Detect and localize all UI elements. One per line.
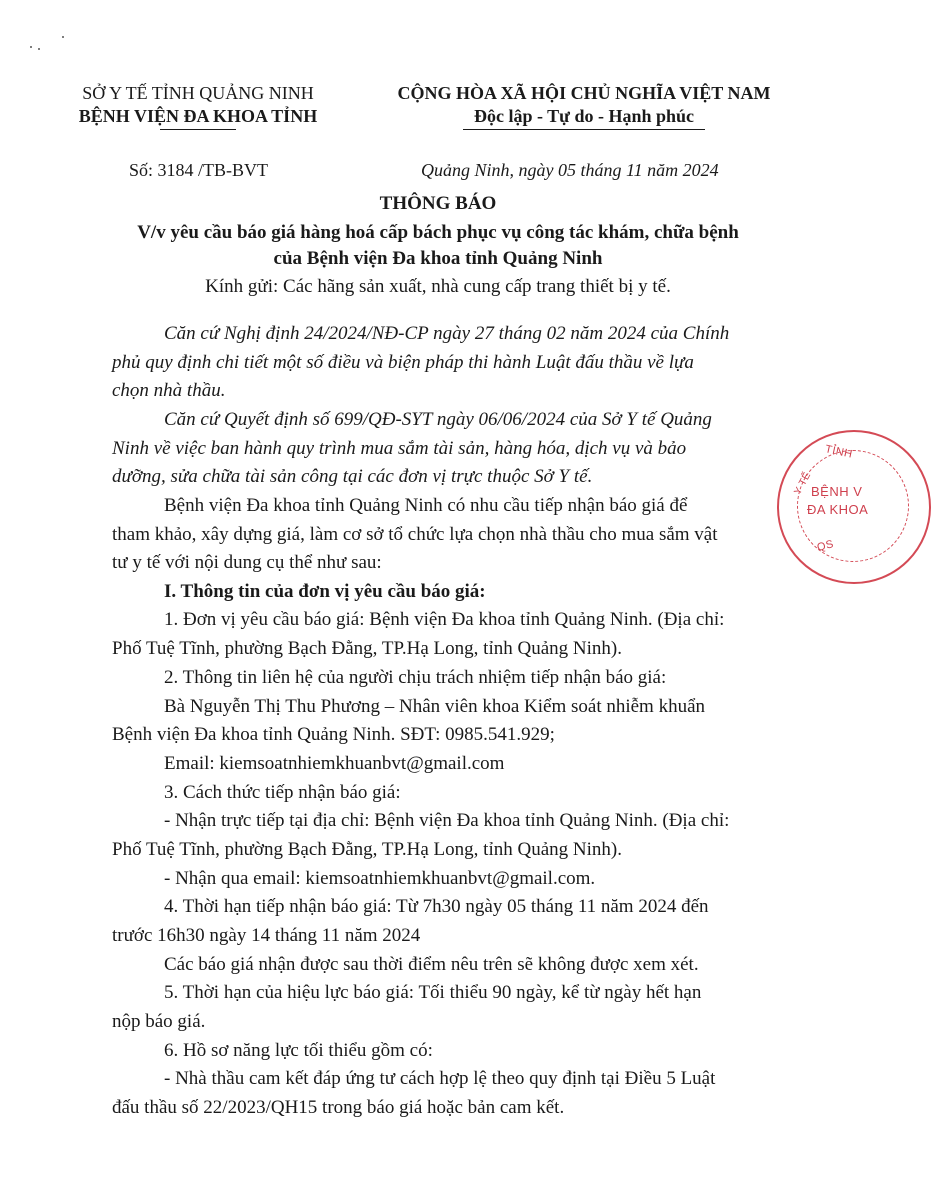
item-6-line-3: đấu thầu số 22/2023/QH15 trong báo giá hoặc bản cam kết. (112, 1097, 565, 1118)
hospital-name-underline (160, 129, 236, 130)
item-4-line-1: 4. Thời hạn tiếp nhận báo giá: Từ 7h30 ngày 05 tháng 11 năm 2024 đến (164, 896, 709, 917)
item-5-line-2: nộp báo giá. (112, 1011, 206, 1032)
legal-basis-2-line-1: Căn cứ Quyết định số 699/QĐ-SYT ngày 06/06/2024 của Sở Y tế Quảng (164, 409, 712, 430)
stamp-bottom-text: QS (815, 538, 836, 554)
legal-basis-2-line-3: dưỡng, sửa chữa tài sản công tại các đơn vị trực thuộc Sở Y tế. (112, 466, 593, 487)
item-2-line-1: 2. Thông tin liên hệ của người chịu trách nhiệm tiếp nhận báo giá: (164, 667, 667, 688)
item-3-line-4: - Nhận qua email: kiemsoatnhiemkhuanbvt@gmail.com. (164, 868, 596, 889)
item-6-line-2: - Nhà thầu cam kết đáp ứng tư cách hợp lệ theo quy định tại Điều 5 Luật (164, 1068, 716, 1089)
hospital-name: BỆNH VIỆN ĐA KHOA TỈNH (78, 106, 318, 126)
scan-speck (38, 48, 40, 50)
legal-basis-1-line-1: Căn cứ Nghị định 24/2024/NĐ-CP ngày 27 tháng 02 năm 2024 của Chính (164, 323, 730, 344)
agency-name: SỞ Y TẾ TỈNH QUẢNG NINH (82, 83, 314, 103)
subject-line-1: V/v yêu cầu báo giá hàng hoá cấp bách phục vụ công tác khám, chữa bệnh (137, 222, 739, 243)
recipient-line: Kính gửi: Các hãng sản xuất, nhà cung cấp trang thiết bị y tế. (205, 276, 671, 297)
item-4-line-2: trước 16h30 ngày 14 tháng 11 năm 2024 (112, 925, 421, 946)
item-3-line-3: Phố Tuệ Tĩnh, phường Bạch Đằng, TP.Hạ Long, tỉnh Quảng Ninh). (112, 839, 622, 860)
stamp-line-2: ĐA KHOA (807, 502, 869, 517)
subject-line-2: của Bệnh viện Đa khoa tỉnh Quảng Ninh (273, 248, 603, 269)
item-1-line-2: Phố Tuệ Tĩnh, phường Bạch Đằng, TP.Hạ Long, tỉnh Quảng Ninh). (112, 638, 622, 659)
official-stamp (777, 430, 931, 584)
national-motto: Độc lập - Tự do - Hạnh phúc (473, 106, 695, 126)
legal-basis-2-line-2: Ninh về việc ban hành quy trình mua sắm tài sản, hàng hóa, dịch vụ và bảo (112, 438, 687, 459)
item-3-line-1: 3. Cách thức tiếp nhận báo giá: (164, 782, 401, 803)
intro-line-1: Bệnh viện Đa khoa tỉnh Quảng Ninh có nhu cầu tiếp nhận báo giá để (164, 495, 688, 516)
stamp-side-text: Y TẾ (792, 470, 814, 497)
item-1-line-1: 1. Đơn vị yêu cầu báo giá: Bệnh viện Đa khoa tỉnh Quảng Ninh. (Địa chỉ: (164, 609, 725, 630)
place-date: Quảng Ninh, ngày 05 tháng 11 năm 2024 (421, 160, 719, 180)
document-title: THÔNG BÁO (379, 193, 497, 214)
intro-line-2: tham khảo, xây dựng giá, làm cơ sở tổ chức lựa chọn nhà thầu cho mua sắm vật (112, 524, 718, 545)
motto-underline (463, 129, 705, 130)
item-3-line-2: - Nhận trực tiếp tại địa chỉ: Bệnh viện Đa khoa tỉnh Quảng Ninh. (Địa chỉ: (164, 810, 730, 831)
item-4-line-3: Các báo giá nhận được sau thời điểm nêu trên sẽ không được xem xét. (164, 954, 699, 975)
item-2-line-2: Bà Nguyễn Thị Thu Phương – Nhân viên khoa Kiểm soát nhiễm khuẩn (164, 696, 706, 717)
section-heading-1: I. Thông tin của đơn vị yêu cầu báo giá: (164, 581, 486, 602)
item-2-line-3: Bệnh viện Đa khoa tỉnh Quảng Ninh. SĐT: 0985.541.929; (112, 724, 555, 745)
national-title: CỘNG HÒA XÃ HỘI CHỦ NGHĨA VIỆT NAM (397, 83, 771, 103)
item-2-email: Email: kiemsoatnhiemkhuanbvt@gmail.com (164, 753, 505, 774)
stamp-top-text: TỈNH (824, 443, 854, 461)
stamp-line-1: BỆNH V (811, 484, 863, 499)
legal-basis-1-line-2: phủ quy định chi tiết một số điều và biện pháp thi hành Luật đấu thầu về lựa (112, 352, 694, 373)
item-6-line-1: 6. Hồ sơ năng lực tối thiểu gồm có: (164, 1040, 433, 1061)
item-5-line-1: 5. Thời hạn của hiệu lực báo giá: Tối thiểu 90 ngày, kể từ ngày hết hạn (164, 982, 702, 1003)
document-number: Số: 3184 /TB-BVT (129, 160, 269, 180)
legal-basis-1-line-3: chọn nhà thầu. (112, 380, 226, 401)
intro-line-3: tư y tế với nội dung cụ thể như sau: (112, 552, 382, 573)
scan-speck (62, 36, 64, 38)
scan-speck (30, 46, 32, 48)
